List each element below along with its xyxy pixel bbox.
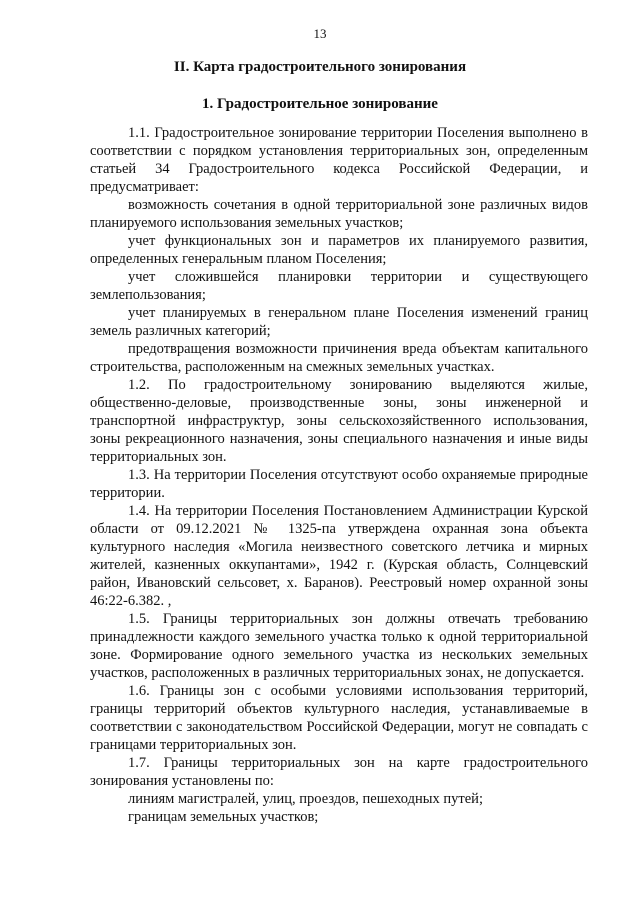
list-item: учет планируемых в генеральном плане Поселения изменений границ земель различных категорий; [90,305,588,339]
paragraph-1-7: 1.7. Границы территориальных зон на карте градостроительного зонирования установлены по: [90,755,588,789]
list-item: границам земельных участков; [128,809,319,825]
document-body [90,124,588,826]
page-number: 13 [313,26,327,41]
list-item: линиям магистралей, улиц, проездов, пешеходных путей; [128,791,483,807]
paragraph-1-3: 1.3. На территории Поселения отсутствуют особо охраняемые природные территории. [90,467,588,501]
section-title: II. Карта градостроительного зонирования [173,59,467,75]
list-item: учет сложившейся планировки территории и существующего землепользования; [90,269,588,303]
subsection-title: 1. Градостроительное зонирование [202,96,438,112]
paragraph-1-4: 1.4. На территории Поселения Постановлением Администрации Курской области от 09.12.2021 № 1325-па утверждена охранная зона объекта культурного наследия «Могила неизвестного советского летчика и мирных жителей, казненных оккупантами», 1942 г. (Курская область, Солнцевский район, Ивановский сельсовет, х. Баранов). Реестровый номер охранной зоны 46:22-6.382. , [90,503,588,609]
list-item: учет функциональных зон и параметров их планируемого развития, определенных генеральным планом Поселения; [90,233,588,267]
paragraph-1-2: 1.2. По градостроительному зонированию выделяются жилые, общественно-деловые, производственные зоны, зоны инженерной и транспортной инфраструктур, зоны сельскохозяйственного использования, зоны рекреационного назначения, зоны специального назначения и иные виды территориальных зон. [90,377,588,465]
paragraph-1-1: 1.1. Градостроительное зонирование территории Поселения выполнено в соответствии с порядком установления территориальных зон, определенным статьей 34 Градостроительного кодекса Российской Федерации, и предусматривает: [90,125,588,195]
paragraph-1-6: 1.6. Границы зон с особыми условиями использования территорий, границы территорий объектов культурного наследия, устанавливаемые в соответствии с законодательством Российской Федерации, могут не совпадать с границами территориальных зон. [90,683,588,753]
list-item: возможность сочетания в одной территориальной зоне различных видов планируемого использования земельных участков; [90,197,588,231]
paragraph-1-5: 1.5. Границы территориальных зон должны отвечать требованию принадлежности каждого земельного участка только к одной территориальной зоне. Формирование одного земельного участка из нескольких земельных участков, расположенных в различных территориальных зонах, не допускается. [90,611,588,681]
list-item: предотвращения возможности причинения вреда объектам капитального строительства, расположенным на смежных земельных участках. [90,341,588,375]
